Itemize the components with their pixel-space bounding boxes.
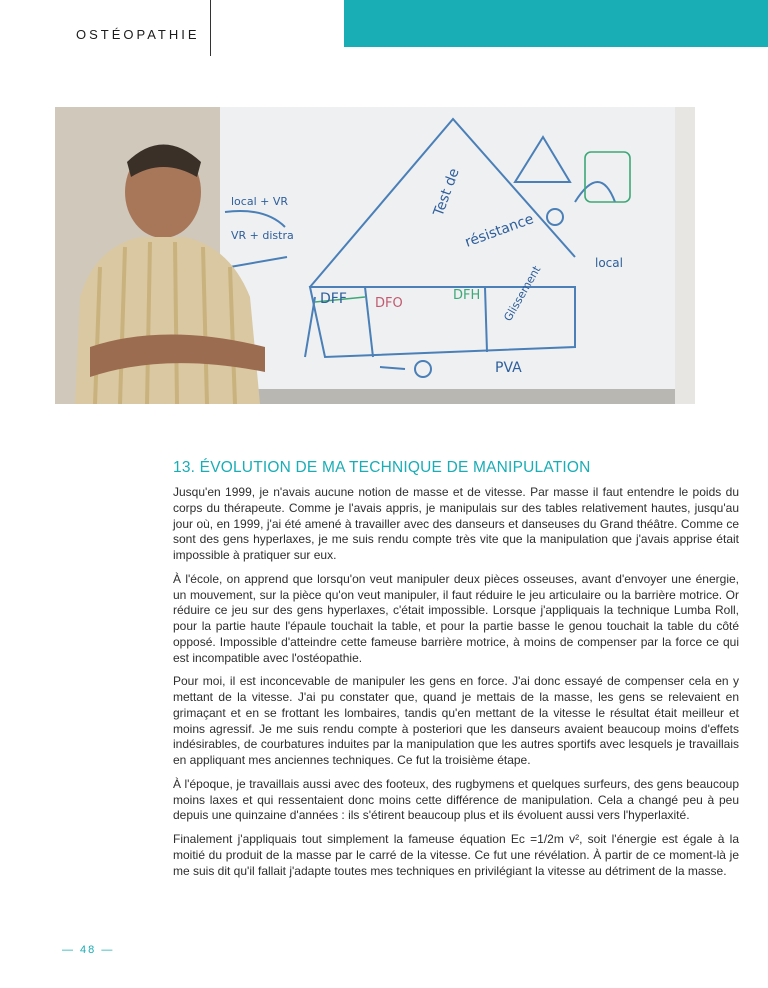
svg-text:Test de: Test de (430, 166, 463, 219)
section-title: 13. ÉVOLUTION DE MA TECHNIQUE DE MANIPULATION (173, 459, 591, 476)
paragraph: Jusqu'en 1999, je n'avais aucune notion de masse et de vitesse. Par masse il faut entendre le poids du corps du thérapeute. Comme je l'avais appris, je manipulais sur des tables relativement hautes, jusqu'au jour où, en 1999, j'ai été amené à travailler avec des danseurs et danseuses du Grand théâtre. Comme ce sont des gens hyperlaxes, je me suis rendu compte très vite que la manipulation que j'avais apprise était impossible à pratiquer sur eux. (173, 485, 739, 562)
svg-text:PVA: PVA (495, 360, 522, 376)
svg-text:local: local (595, 256, 623, 270)
svg-text:DFO: DFO (375, 296, 403, 311)
header-label: OSTÉOPATHIE (76, 27, 200, 42)
svg-text:DFH: DFH (453, 288, 481, 303)
svg-text:résistance: résistance (462, 211, 536, 251)
paragraph: À l'école, on apprend que lorsqu'on veut manipuler deux pièces osseuses, avant d'envoyer une énergie, un mouvement, sur la pièce qu'on veut manipuler, il faut réduire le jeu articulaire ou la barrière motrice. Or réduire ce jeu sur des gens hyperlaxes, c'était impossible. Lorsque j'appliquais la technique Lumba Roll, pour la partie haute l'épaule touchait la table, et pour la partie basse le genou touchait la table du côté opposé. Impossible d'atteindre cette fameuse barrière motrice, à moins de compenser par la force ce qui est incompatible avec l'ostéopathie. (173, 571, 739, 665)
header-divider (210, 0, 211, 56)
body-text (173, 485, 739, 887)
page-number: — 48 — (62, 944, 115, 956)
photo-illustration (55, 107, 695, 404)
svg-text:VR + distra: VR + distra (231, 229, 294, 242)
svg-text:DFF: DFF (320, 291, 347, 307)
paragraph: Finalement j'appliquais tout simplement la fameuse équation Ec =1/2m v², soit l'énergie est égale à la moitié du produit de la masse par le carré de la vitesse. Ce fut une révélation. À partir de ce moment-là je me suis dit qu'il fallait j'adapte toutes mes techniques en privilégiant la vitesse au détriment de la masse. (173, 832, 739, 878)
header-accent-bar (344, 0, 768, 47)
svg-text:local + VR: local + VR (231, 195, 289, 208)
paragraph: À l'époque, je travaillais aussi avec des footeux, des rugbymens et quelques surfeurs, des gens beaucoup moins laxes et qui ressentaient donc moins cette différence de manipulation. Cela a changé peu à peu depuis une quinzaine d'années : ils s'étirent beaucoup plus et ils évoluent aussi vers l'hyperlaxité. (173, 776, 739, 823)
svg-text:Glissement: Glissement (501, 263, 544, 324)
photo-whiteboard (55, 107, 695, 404)
paragraph: Pour moi, il est inconcevable de manipuler les gens en force. J'ai donc essayé de compenser cela en y mettant de la vitesse. J'ai pu constater que, quand je mettais de la masse, les gens se relevaient en grimaçant et en se frottant les lombaires, tandis qu'en mettant de la vitesse le résultat était meilleur et moins agressif. Je me suis rendu compte à posteriori que les danseurs avaient beaucoup moins d'effets indésirables, de courbatures induites par la manipulation que les autres sportifs avec lesquels je travaillais en appliquant mes anciennes techniques. Ce fut la troisième étape. (173, 674, 739, 767)
